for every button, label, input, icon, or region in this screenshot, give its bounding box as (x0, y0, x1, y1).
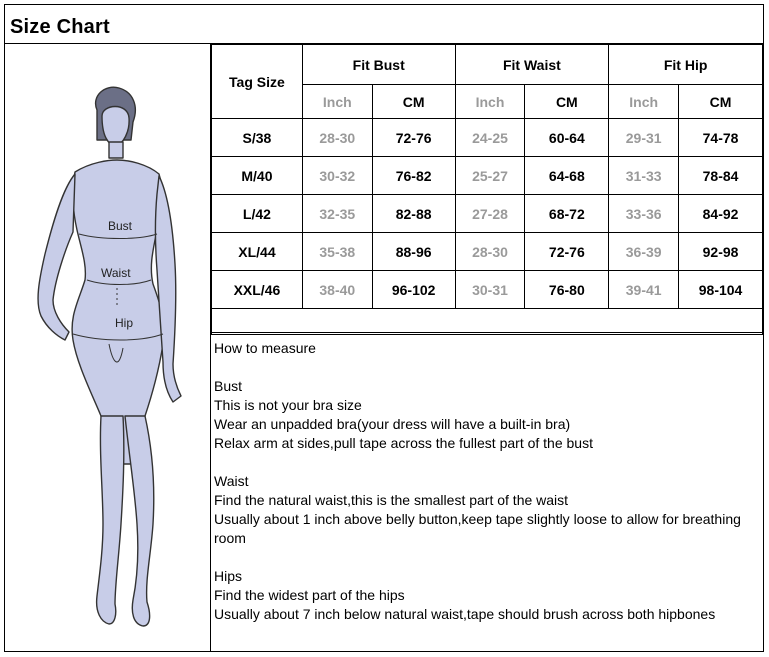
neck-shape (109, 142, 123, 158)
hip-inch-cell: 33-36 (609, 195, 679, 233)
fit-waist-header: Fit Waist (455, 45, 609, 85)
tag-size-cell: S/38 (212, 119, 303, 157)
waist-inch-cell: 30-31 (455, 271, 525, 309)
waist-note-line: room (214, 530, 246, 546)
waist-inch-cell: 28-30 (455, 233, 525, 271)
tag-size-cell: XL/44 (212, 233, 303, 271)
hip-cm-cell: 74-78 (679, 119, 763, 157)
hip-cm-cell: 92-98 (679, 233, 763, 271)
right-leg-shape (125, 416, 154, 626)
bust-notes-title: Bust (214, 378, 243, 394)
bust-note-line: This is not your bra size (214, 397, 362, 413)
hip-cm-cell: 98-104 (679, 271, 763, 309)
waist-notes-title: Waist (214, 473, 249, 489)
bust-cm-cell: 72-76 (372, 119, 455, 157)
waist-inch-cell: 25-27 (455, 157, 525, 195)
table-row (212, 309, 763, 335)
hip-label: Hip (115, 316, 134, 330)
waist-cm-cell: 64-68 (525, 157, 609, 195)
bust-inch-cell: 38-40 (302, 271, 372, 309)
hip-inch-cell: 29-31 (609, 119, 679, 157)
waist-note-line: Usually about 1 inch above belly button,keep tape slightly loose to allow for breathing (214, 511, 741, 527)
hip-inch-cell: 39-41 (609, 271, 679, 309)
unit-header: Inch (609, 85, 679, 119)
how-to-measure-heading: How to measure (214, 340, 316, 356)
bust-cm-cell: 76-82 (372, 157, 455, 195)
unit-header: CM (525, 85, 609, 119)
tag-size-cell: L/42 (212, 195, 303, 233)
bust-inch-cell: 35-38 (302, 233, 372, 271)
hip-cm-cell: 84-92 (679, 195, 763, 233)
left-arm-shape (38, 174, 75, 340)
unit-header: CM (679, 85, 763, 119)
hips-notes-title: Hips (214, 568, 243, 584)
bust-label: Bust (108, 219, 133, 233)
tag-size-cell: M/40 (212, 157, 303, 195)
left-leg-shape (97, 416, 124, 624)
hip-cm-cell: 78-84 (679, 157, 763, 195)
bust-cm-cell: 96-102 (372, 271, 455, 309)
waist-cm-cell: 60-64 (525, 119, 609, 157)
hip-inch-cell: 36-39 (609, 233, 679, 271)
body-measurement-figure (5, 44, 210, 651)
waist-cm-cell: 76-80 (525, 271, 609, 309)
bust-note-line: Relax arm at sides,pull tape across the fullest part of the bust (214, 435, 593, 451)
tag-size-cell: XXL/46 (212, 271, 303, 309)
hips-note-line: Usually about 7 inch below natural waist,tape should brush across both hipbones (214, 606, 716, 622)
bust-inch-cell: 28-30 (302, 119, 372, 157)
waist-cm-cell: 72-76 (525, 233, 609, 271)
waist-label: Waist (101, 266, 131, 280)
waist-cm-cell: 68-72 (525, 195, 609, 233)
figure-cell (5, 44, 211, 651)
table-row (212, 157, 763, 195)
waist-inch-cell: 27-28 (455, 195, 525, 233)
hip-inch-cell: 31-33 (609, 157, 679, 195)
unit-header: Inch (455, 85, 525, 119)
blank-spacer-row (212, 309, 763, 335)
fit-hip-header: Fit Hip (609, 45, 763, 85)
bust-note-line: Wear an unpadded bra(your dress will have a built-in bra) (214, 416, 571, 432)
waist-inch-cell: 24-25 (455, 119, 525, 157)
table-row (212, 119, 763, 157)
bust-cm-cell: 82-88 (372, 195, 455, 233)
bust-inch-cell: 30-32 (302, 157, 372, 195)
size-chart-frame (4, 4, 764, 652)
bust-cm-cell: 88-96 (372, 233, 455, 271)
bust-inch-cell: 32-35 (302, 195, 372, 233)
table-row (212, 195, 763, 233)
unit-header: Inch (302, 85, 372, 119)
page-title: Size Chart (10, 16, 110, 38)
hips-note-line: Find the widest part of the hips (214, 587, 405, 603)
tag-size-header: Tag Size (212, 45, 303, 119)
title-row (5, 5, 763, 44)
table-row (212, 271, 763, 309)
how-to-measure-section (211, 332, 763, 652)
waist-note-line: Find the natural waist,this is the smallest part of the waist (214, 492, 569, 508)
size-table (211, 44, 763, 335)
fit-bust-header: Fit Bust (302, 45, 455, 85)
table-row (212, 233, 763, 271)
unit-header: CM (372, 85, 455, 119)
right-arm-shape (156, 176, 182, 402)
